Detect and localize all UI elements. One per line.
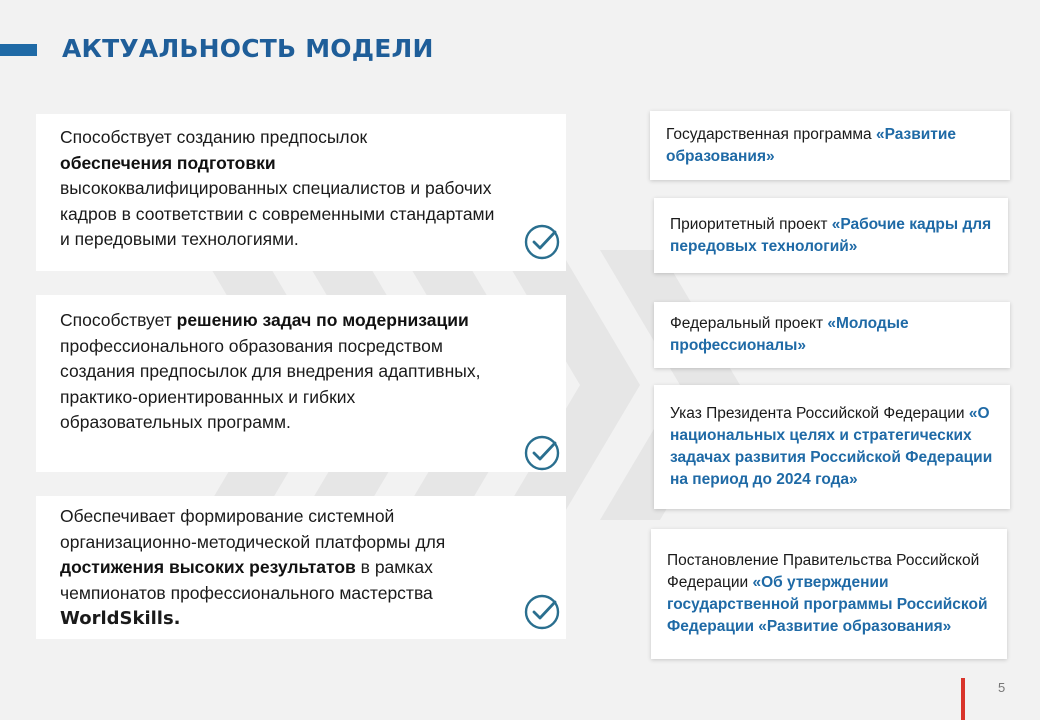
right-box-4-pre: Указ Президента Российской Федерации [670, 405, 969, 422]
left-box-3 [36, 496, 566, 639]
left-box-1-line1: Способствует созданию предпосылок [60, 127, 368, 147]
page-title: АКТУАЛЬНОСТЬ МОДЕЛИ [62, 34, 434, 63]
check-circle-icon [524, 224, 560, 260]
worldskills-brand: WorldSkills. [60, 608, 181, 629]
left-box-3-bold: достижения высоких результатов [60, 557, 356, 577]
right-box-5-highlight: «Об утверждении государственной программы Российской Федерации «Развитие образования» [667, 574, 988, 635]
right-box-1 [650, 111, 1010, 180]
left-box-1-bold: обеспечения подготовки [60, 152, 276, 173]
right-box-3 [654, 302, 1010, 368]
right-box-3-pre: Федеральный проект [670, 315, 828, 332]
left-box-2-pre: Способствует [60, 310, 177, 330]
left-box-2-bold: решению задач по модернизации [176, 310, 469, 330]
right-box-1-pre: Государственная программа [666, 125, 876, 143]
left-box-3-rest: в рамках чемпионатов профессионального мастерства [60, 557, 433, 603]
check-circle-icon [524, 594, 560, 630]
right-box-1-highlight: «Развитие образования» [666, 125, 957, 165]
left-box-1 [36, 114, 566, 271]
left-box-3-pre: Обеспечивает формирование системной организационно-методической платформы для [60, 506, 446, 552]
left-box-2-rest: профессионального образования посредством создания предпосылок для внедрения адаптивных, практико-ориентированных и гибких образовательных программ. [60, 335, 481, 432]
right-box-5 [651, 529, 1007, 659]
right-box-2-highlight: «Рабочие кадры для передовых технологий» [670, 215, 992, 255]
right-box-4-highlight: «О национальных целях и стратегических задачах развития Российской Федерации на период до 2024 года» [670, 405, 993, 488]
right-box-2-pre: Приоритетный проект [670, 215, 832, 233]
right-box-5-pre: Постановление Правительства Российской Федерации [667, 552, 980, 591]
left-box-2 [36, 295, 566, 472]
right-box-2 [654, 198, 1008, 273]
title-accent-bar [0, 44, 37, 56]
page-number: 5 [998, 680, 1006, 695]
right-box-4 [654, 385, 1010, 509]
right-box-3-highlight: «Молодые профессионалы» [670, 315, 909, 354]
footer-red-line [961, 678, 965, 720]
check-circle-icon [524, 435, 560, 471]
left-box-1-rest: высококвалифицированных специалистов и рабочих кадров в соответствии с современными стандартами и передовыми технологиями. [60, 178, 495, 249]
